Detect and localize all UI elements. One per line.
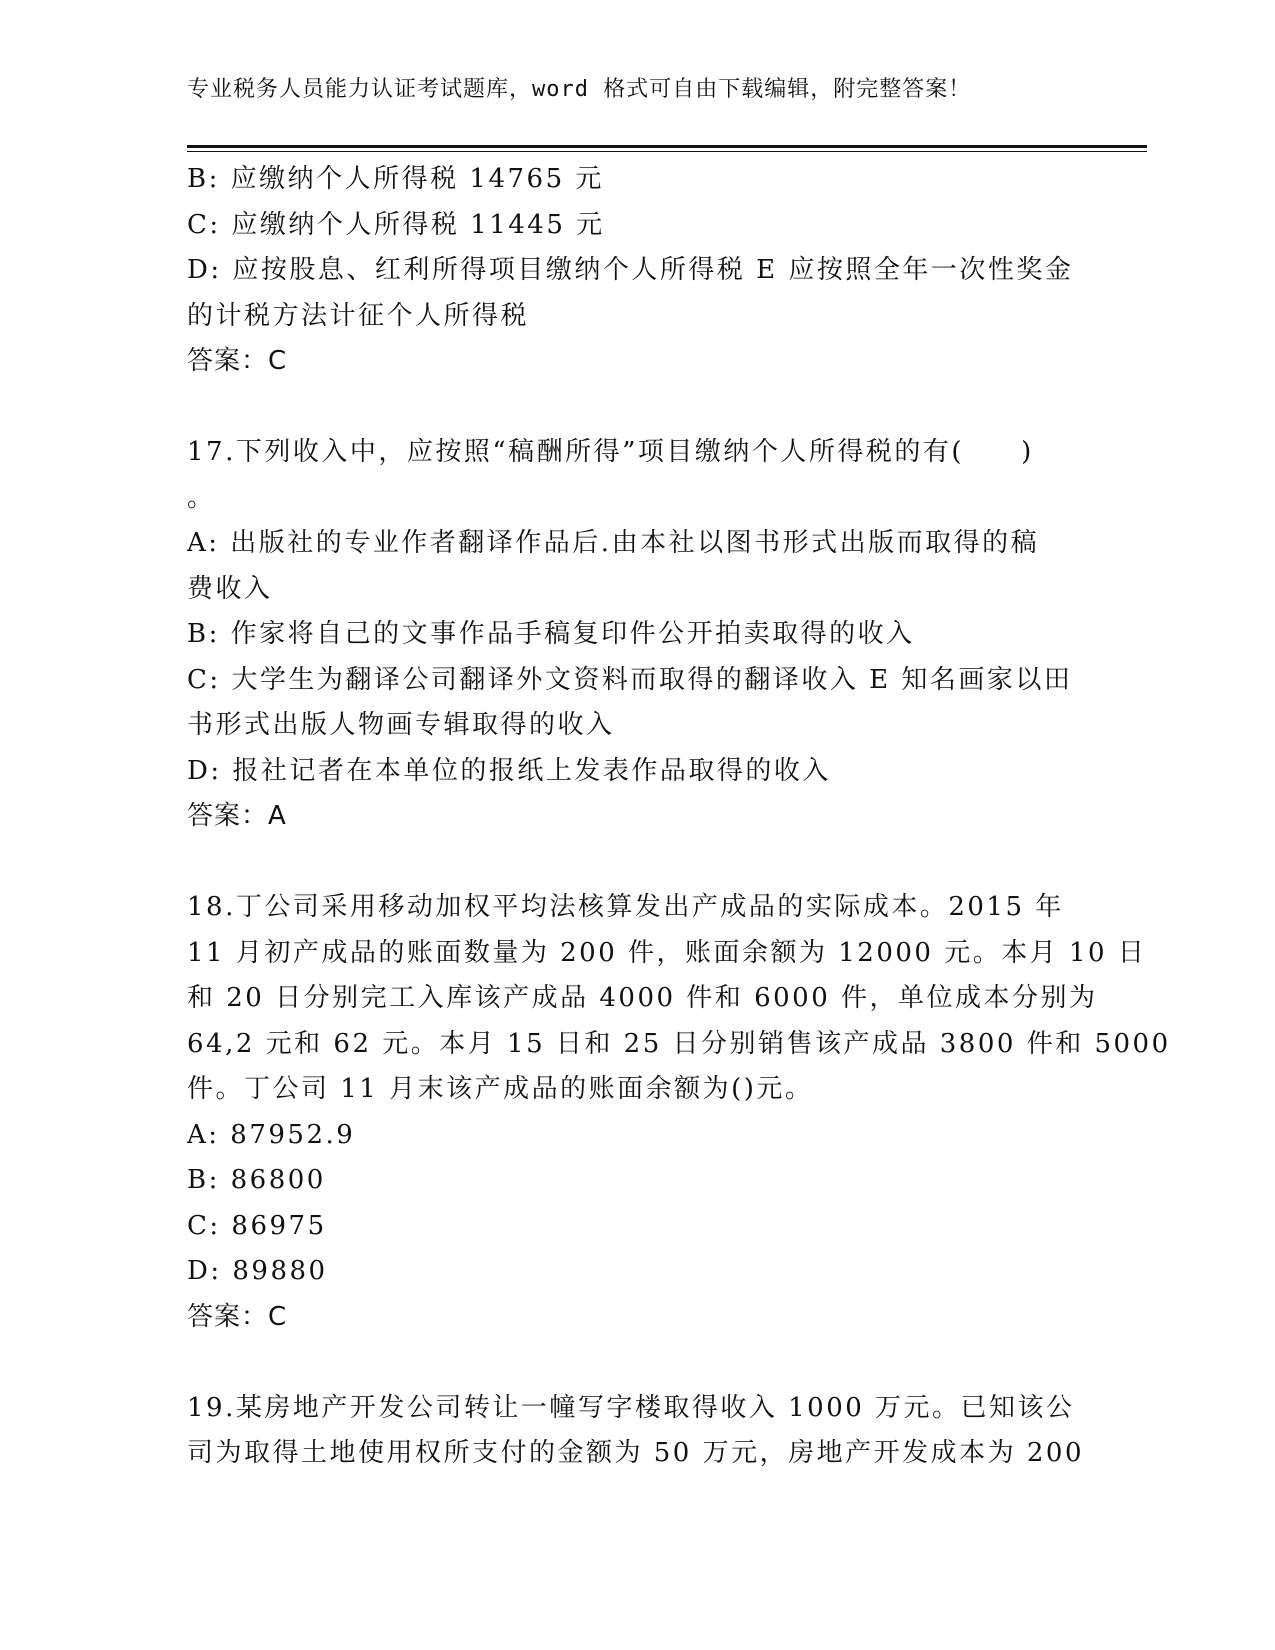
option-line: 书形式出版人物画专辑取得的收入 xyxy=(187,710,615,740)
header-rule-thin xyxy=(187,151,1147,152)
question-content xyxy=(187,157,1171,1477)
question-text: 19.某房地产开发公司转让一幢写字楼取得收入 1000 万元。已知该公 xyxy=(187,1392,1075,1423)
text-line: B: 应缴纳个人所得税 14765 元 xyxy=(187,164,604,194)
option-line: D: 89880 xyxy=(187,1256,328,1286)
option-line: B: 作家将自己的文事作品手稿复印件公开拍卖取得的收入 xyxy=(187,619,915,649)
option-line: C: 大学生为翻译公司翻译外文资料而取得的翻译收入 E 知名画家以田 xyxy=(187,664,1073,695)
answer-line: 答案：A xyxy=(187,801,287,831)
answer-line: 答案：C xyxy=(187,346,288,376)
page-header: 专业税务人员能力认证考试题库，word 格式可自由下载编辑，附完整答案！ xyxy=(187,77,972,102)
question-text: 和 20 日分别完工入库该产成品 4000 件和 6000 件，单位成本分别为 xyxy=(187,983,1098,1013)
answer-line: 答案：C xyxy=(187,1301,288,1332)
text-line: 的计税方法计征个人所得税 xyxy=(187,300,530,331)
header-rule-thick xyxy=(187,145,1147,148)
option-line: D: 报社记者在本单位的报纸上发表作品取得的收入 xyxy=(187,755,831,786)
question-text: 18.丁公司采用移动加权平均法核算发出产成品的实际成本。2015 年 xyxy=(187,892,1064,922)
question-text: 64,2 元和 62 元。本月 15 日和 25 日分别销售该产成品 3800 件和 5000 xyxy=(187,1028,1171,1059)
text-line: D: 应按股息、红利所得项目缴纳个人所得税 E 应按照全年一次性奖金 xyxy=(187,255,1074,285)
option-line: 费收入 xyxy=(187,573,273,604)
question-text: 11 月初产成品的账面数量为 200 件，账面余额为 12000 元。本月 10 日 xyxy=(187,937,1147,968)
question-block xyxy=(187,885,1171,1340)
option-line: A: 出版社的专业作者翻译作品后.由本社以图书形式出版而取得的稿 xyxy=(187,528,1040,558)
question-text: 件。丁公司 11 月末该产成品的账面余额为()元。 xyxy=(187,1074,814,1104)
question-block xyxy=(187,1386,1085,1477)
option-line: C: 86975 xyxy=(187,1210,327,1241)
question-text: 司为取得土地使用权所支付的金额为 50 万元，房地产开发成本为 200 xyxy=(187,1438,1085,1468)
option-line: B: 86800 xyxy=(187,1165,326,1195)
question-block xyxy=(187,157,1074,385)
question-block xyxy=(187,430,1073,840)
question-text: 。 xyxy=(187,482,216,513)
option-line: A: 87952.9 xyxy=(187,1119,356,1150)
question-text: 17.下列收入中，应按照“稿酬所得”项目缴纳个人所得税的有( ) xyxy=(187,437,1034,467)
text-line: C: 应缴纳个人所得税 11445 元 xyxy=(187,209,605,240)
